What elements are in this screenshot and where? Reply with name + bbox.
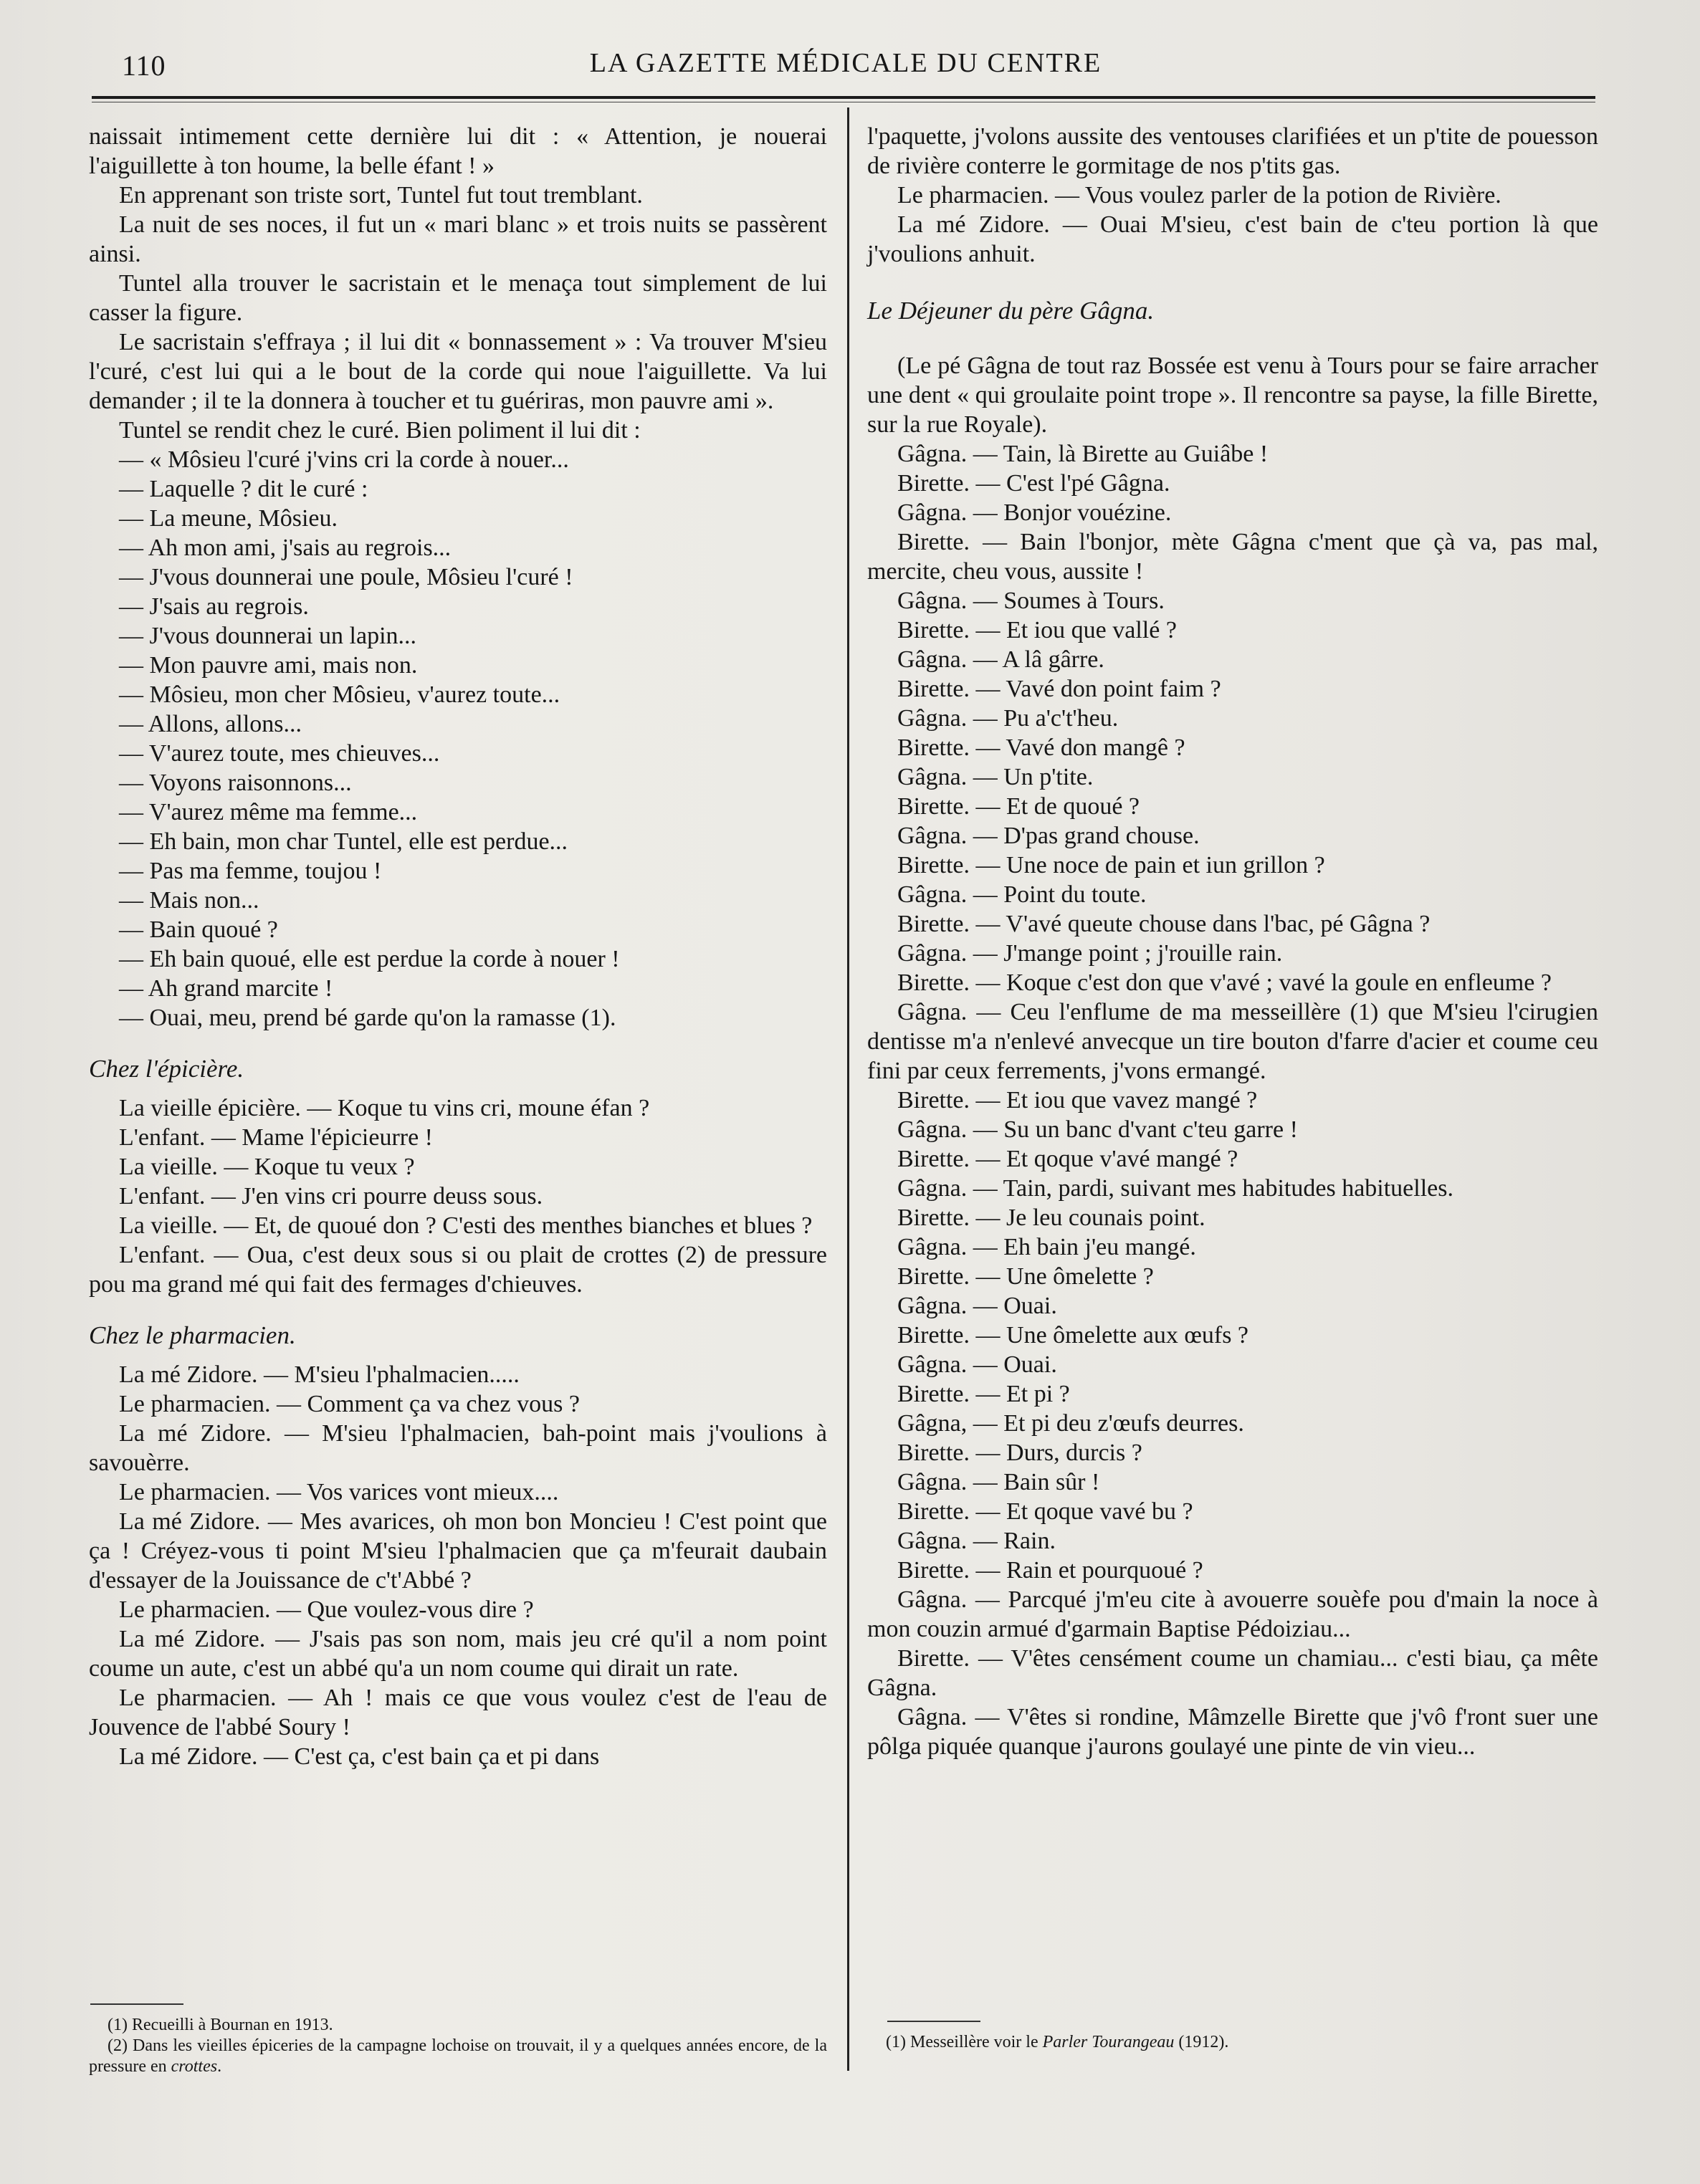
dialogue-line: Gâgna. — Point du toute. (897, 881, 1147, 908)
dialogue-line: — La meune, Môsieu. (119, 505, 338, 532)
dialogue-line: — Bain quoué ? (119, 916, 278, 943)
dialogue-line: — J'vous dounnerai un lapin... (119, 623, 417, 649)
dialogue-line: Birette. — V'avé queute chouse dans l'bac, pé Gâgna ? (897, 911, 1431, 937)
dialogue-block (89, 445, 827, 1033)
paragraph: Le pharmacien. — Que voulez-vous dire ? (119, 1596, 534, 1623)
paragraph: La mé Zidore. — M'sieu l'phalmacien, bah-point mais j'voulions à savouèrre. (89, 1420, 827, 1476)
dialogue-line: Birette. — Bain l'bonjor, mète Gâgna c'ment que çà va, pas mal, mercite, cheu vous, aussite ! (867, 529, 1598, 585)
dialogue-line: Birette. — Et iou que vavez mangé ? (897, 1087, 1258, 1113)
dialogue-line: Gâgna. — Parcqué j'm'eu cite à avouerre souèfe pou d'main la noce à mon couzin armué d'garmain Baptise Pédoiziau... (867, 1586, 1598, 1642)
paragraph: Le sacristain s'effraya ; il lui dit « bonnassement » : Va trouver M'sieu l'curé, c'est lui qui a le bout de la corde qui noue l'aiguillette. Va lui demander ; il te la donnera à toucher et tu guériras, mon pauvre ami ». (89, 329, 827, 414)
dialogue-line: Birette. — Rain et pourquoué ? (897, 1557, 1203, 1584)
paragraph: Le pharmacien. — Vous voulez parler de la potion de Rivière. (897, 182, 1501, 209)
paragraph: La mé Zidore. — Mes avarices, oh mon bon Moncieu ! C'est point que ça ! Créyez-vous ti point M'sieu l'phalmacien que ça m'feurait daubain d'essayer de la Jouissance de c't'Abbé ? (89, 1508, 827, 1594)
dialogue-line: Gâgna. — A lâ gârre. (897, 646, 1104, 673)
paragraph: naissait intimement cette dernière lui dit : « Attention, je nouerai l'aiguillette à ton houme, la belle éfant ! » (89, 123, 827, 179)
dialogue-line: — J'sais au regrois. (119, 593, 309, 620)
right-column (867, 122, 1598, 1761)
dialogue-line: Birette. — Et qoque v'avé mangé ? (897, 1146, 1238, 1172)
right-footnotes (886, 2032, 1595, 2053)
footnote (886, 2032, 1595, 2053)
dialogue-line: — Ah mon ami, j'sais au regrois... (119, 535, 452, 561)
page-number: 110 (122, 49, 166, 82)
paragraph: La mé Zidore. — J'sais pas son nom, mais jeu cré qu'il a nom point coume un aute, c'est un abbé qu'a un nom coume qui dirait un rate. (89, 1626, 827, 1682)
dialogue-line: L'enfant. — J'en vins cri pourre deuss sous. (119, 1183, 543, 1210)
paragraph: La mé Zidore. — M'sieu l'phalmacien..... (119, 1361, 520, 1388)
dialogue-line: Gâgna, — Et pi deu z'œufs deurres. (897, 1410, 1244, 1437)
dialogue-line: — Môsieu, mon cher Môsieu, v'aurez toute... (119, 681, 560, 708)
dialogue-line: Gâgna. — V'êtes si rondine, Mâmzelle Birette que j'vô f'ront suer une pôlga piquée quanque j'aurons goulayé une pinte de vin vieu... (867, 1704, 1598, 1760)
dialogue-line: — Mon pauvre ami, mais non. (119, 652, 418, 679)
dialogue-line: L'enfant. — Mame l'épicieurre ! (119, 1124, 433, 1151)
dialogue-line: — Laquelle ? dit le curé : (119, 476, 368, 502)
footnote-italic: Parler Tourangeau (1042, 2033, 1175, 2051)
dialogue-line: Gâgna. — Tain, là Birette au Guiâbe ! (897, 441, 1269, 467)
dialogue-line: Gâgna. — Ceu l'enflume de ma messeillère (1) que M'sieu l'cirugien dentisse m'a n'enlevé anvecque un tire bouton d'farre d'acier et coume ceu fini par ceux ferrements, j'vons ermangé. (867, 999, 1598, 1084)
dialogue-line: Gâgna. — Eh bain j'eu mangé. (897, 1234, 1196, 1260)
dialogue-line: — Pas ma femme, toujou ! (119, 858, 382, 884)
column-divider (847, 107, 849, 2071)
paragraph: La mé Zidore. — C'est ça, c'est bain ça et pi dans (119, 1743, 600, 1770)
dialogue-line: Gâgna. — Bain sûr ! (897, 1469, 1100, 1495)
paragraph: La vieille. — Et, de quoué don ? C'esti des menthes bianches et blues ? (119, 1212, 813, 1239)
dialogue-line: Birette. — Vavé don point faim ? (897, 676, 1221, 702)
dialogue-line: — « Môsieu l'curé j'vins cri la corde à nouer... (119, 446, 569, 473)
dialogue-line: — Ouai, meu, prend bé garde qu'on la ramasse (1). (119, 1005, 616, 1031)
left-column (89, 122, 827, 1771)
dialogue-line: Birette. — Koque c'est don que v'avé ; vavé la goule en enfleume ? (897, 969, 1552, 996)
dialogue-line: — Eh bain, mon char Tuntel, elle est perdue... (119, 828, 568, 855)
spacer (867, 335, 1598, 351)
dialogue-line: Gâgna. — D'pas grand chouse. (897, 823, 1200, 849)
dialogue-line: — V'aurez même ma femme... (119, 799, 418, 825)
dialogue-line: — Ah grand marcite ! (119, 975, 333, 1002)
footnote: (1) Recueilli à Bournan en 1913. (108, 2016, 333, 2034)
dialogue-line: Gâgna. — Ouai. (897, 1351, 1057, 1378)
dialogue-line: Birette. — V'êtes censément coume un chamiau... c'esti biau, ça mête Gâgna. (867, 1645, 1598, 1701)
paragraph: Tuntel alla trouver le sacristain et le menaça tout simplement de lui casser la figure. (89, 270, 827, 326)
dialogue-line: Gâgna. — J'mange point ; j'rouille rain. (897, 940, 1283, 967)
paragraph: Tuntel se rendit chez le curé. Bien poliment il lui dit : (119, 417, 641, 444)
section-heading-pharmacien: Chez le pharmacien. (89, 1321, 296, 1349)
paragraph: L'enfant. — Oua, c'est deux sous si ou plait de crottes (2) de pressure pou ma grand mé qui fait des fermages d'chieuves. (89, 1242, 827, 1298)
dialogue-line: Birette. — Et de quoué ? (897, 793, 1140, 820)
paragraph: Le pharmacien. — Vos varices vont mieux.... (119, 1479, 559, 1505)
dialogue-line: Gâgna. — Su un banc d'vant c'teu garre ! (897, 1116, 1298, 1143)
dialogue-line: — Mais non... (119, 887, 259, 914)
dialogue-line: Gâgna. — Ouai. (897, 1293, 1057, 1319)
footnote-rule (90, 2003, 183, 2005)
dialogue-line: Birette. — Et qoque vavé bu ? (897, 1498, 1193, 1525)
paragraph: l'paquette, j'volons aussite des ventouses clarifiées et un p'tite de pouesson de rivière conterre le gormitage de nos p'tits gas. (867, 123, 1598, 179)
footnote-rule (887, 2021, 980, 2022)
dialogue-line: Birette. — Et iou que vallé ? (897, 617, 1177, 643)
running-title: LA GAZETTE MÉDICALE DU CENTRE (589, 48, 1102, 78)
paragraph: Le pharmacien. — Ah ! mais ce que vous voulez c'est de l'eau de Jouvence de l'abbé Soury ! (89, 1685, 827, 1740)
dejeuner-dialogue (867, 439, 1598, 1761)
paragraph: La nuit de ses noces, il fut un « mari blanc » et trois nuits se passèrent ainsi. (89, 211, 827, 267)
dialogue-line: — Eh bain quoué, elle est perdue la corde à nouer ! (119, 946, 620, 972)
dialogue-line: Birette. — Une ômelette aux œufs ? (897, 1322, 1249, 1349)
left-footnotes (89, 2015, 827, 2077)
header-rule (92, 96, 1595, 99)
dialogue-line: Birette. — Je leu counais point. (897, 1204, 1205, 1231)
paragraph: En apprenant son triste sort, Tuntel fut tout tremblant. (119, 182, 643, 209)
footnote-text: (2) Dans les vieilles épiceries de la campagne lochoise on trouvait, il y a quelques années encore, de la pressure en (89, 2036, 827, 2076)
dialogue-line: Gâgna. — Rain. (897, 1528, 1056, 1554)
dialogue-line: Birette. — C'est l'pé Gâgna. (897, 470, 1170, 497)
dialogue-line: Birette. — Vavé don mangê ? (897, 734, 1185, 761)
page-header (93, 43, 1598, 86)
footnote (89, 2036, 827, 2077)
footnote-end: . (217, 2057, 222, 2076)
dialogue-line: Gâgna. — Tain, pardi, suivant mes habitudes habituelles. (897, 1175, 1453, 1202)
paragraph: Le pharmacien. — Comment ça va chez vous ? (119, 1391, 580, 1417)
footnote-italic: crottes (171, 2057, 218, 2076)
dialogue-line: — V'aurez toute, mes chieuves... (119, 740, 440, 767)
dialogue-line: Gâgna. — Un p'tite. (897, 764, 1094, 790)
dialogue-line: Birette. — Et pi ? (897, 1381, 1070, 1407)
section-heading-epiciere: Chez l'épicière. (89, 1055, 244, 1083)
footnote-end: (1912). (1174, 2033, 1229, 2051)
dialogue-line: — Voyons raisonnons... (119, 770, 352, 796)
dialogue-line: Gâgna. — Bonjor vouézine. (897, 499, 1172, 526)
dialogue-line: Gâgna. — Soumes à Tours. (897, 588, 1165, 614)
paragraph: La mé Zidore. — Ouai M'sieu, c'est bain de c'teu portion là que j'voulions anhuit. (867, 211, 1598, 267)
spacer (867, 269, 1598, 284)
dialogue-line: Birette. — Durs, durcis ? (897, 1440, 1142, 1466)
dialogue-line: Gâgna. — Pu a'c't'heu. (897, 705, 1119, 732)
footnote-text: (1) Messeillère voir le (886, 2033, 1043, 2051)
dialogue-line: La vieille épicière. — Koque tu vins cri, moune éfan ? (119, 1095, 650, 1121)
dialogue-line: Birette. — Une noce de pain et iun grillon ? (897, 852, 1325, 878)
dialogue-line: Birette. — Une ômelette ? (897, 1263, 1154, 1290)
dialogue-line: — J'vous dounnerai une poule, Môsieu l'curé ! (119, 564, 573, 590)
dialogue-line: La vieille. — Koque tu veux ? (119, 1154, 415, 1180)
section-heading-dejeuner: Le Déjeuner du père Gâgna. (867, 297, 1155, 325)
dialogue-line: — Allons, allons... (119, 711, 302, 737)
paragraph: (Le pé Gâgna de tout raz Bossée est venu à Tours pour se faire arracher une dent « qui groulaite point trope ». Il rencontre sa payse, la fille Birette, sur la rue Royale). (867, 353, 1598, 438)
